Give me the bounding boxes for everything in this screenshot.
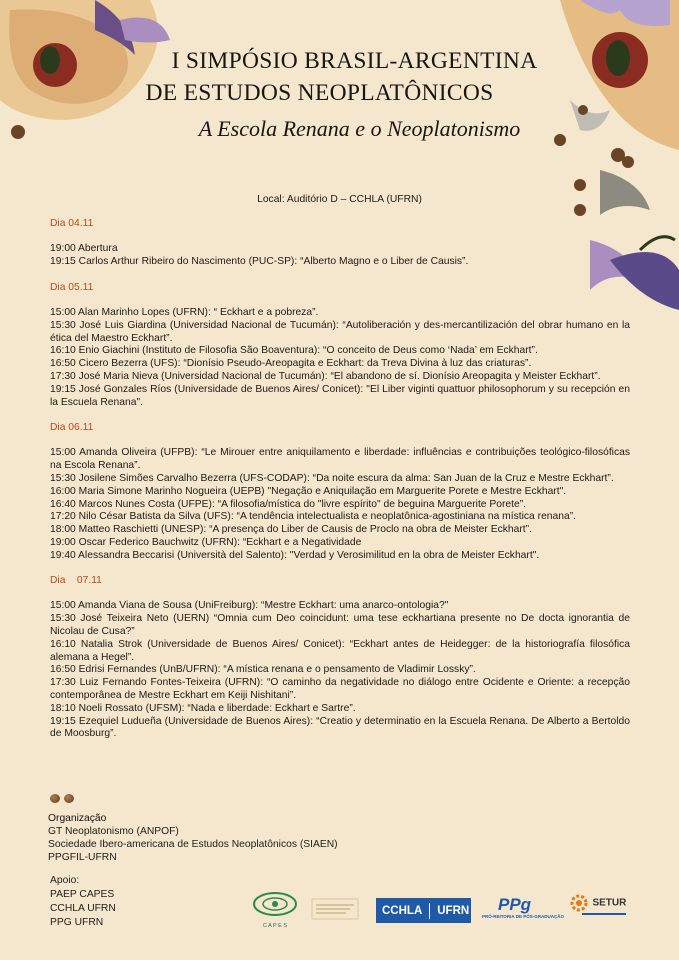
support-item: PPG UFRN [50, 917, 104, 928]
ppg-logo: PPg PRÓ-REITORIA DE PÓS-GRADUAÇÃO [482, 895, 565, 919]
organization-block [48, 812, 338, 864]
support-heading: Apoio: [50, 875, 80, 886]
schedule-entry: 15:00 Amanda Viana de Sousa (UniFreiburg): “Mestre Eckhart: uma anarco-ontologia?" [50, 600, 449, 612]
schedule-entry: 19:00 Oscar Federico Bauchwitz (UFRN): “Eckhart e a Negatividade [50, 536, 362, 548]
schedule-entry: 19:15 Ezequiel Ludueña (Universidade de Buenos Aires): “Creatio y determinatio en la Escuela Renana. De Alberto a Bertoldo de Moosburg”. [50, 715, 630, 740]
cchla-ufrn-logo: CCHLA UFRN [376, 898, 471, 923]
schedule-entry: 18:00 Matteo Raschietti (UNESP): “A presença do Liber de Causis de Proclo na obra de Meister Eckhart”. [50, 524, 532, 536]
program-schedule [50, 218, 630, 741]
schedule-entry: 15:30 Josilene Simões Carvalho Bezerra (UFS-CODAP): “Da noite escura da alma: San Juan de la Cruz e Mestre Eckhart”. [50, 472, 614, 484]
organization-item: GT Neoplatonismo (ANPOF) [48, 826, 179, 837]
organization-heading: Organização [48, 813, 107, 824]
support-item: PAEP CAPES [50, 889, 115, 900]
venue-location: Local: Auditório D – CCHLA (UFRN) [257, 194, 422, 205]
title-line-2: DE ESTUDOS NEOPLATÔNICOS [145, 79, 494, 106]
schedule-entry: 18:10 Noeli Rossato (UFSM): “Nada e liberdade: Eckhart e Sartre”. [50, 702, 356, 714]
schedule-entry: 19:00 Abertura [50, 243, 118, 255]
schedule-entry: 16:50 Edrisi Fernandes (UnB/UFRN): “A mística renana e o pensamento de Vladimir Lossky”. [50, 664, 476, 676]
siaen-logo [310, 895, 360, 923]
schedule-entry: 15:00 Amanda Oliveira (UFPB): “Le Mirouer entre aniquilamento e liberdade: influências e contribuições teológico-filosóficas na Escola Renana”. [50, 447, 630, 472]
schedule-entry: 17:30 Luiz Fernando Fontes-Teixeira (UFRN): “O caminho da negatividade no diálogo entre Ocidente e Oriente: a recepção contemporânea de Mestre Eckhart em Keiji Nishitani”. [50, 677, 630, 702]
organization-item: PPGFIL-UFRN [48, 852, 117, 863]
title-line-1: I SIMPÓSIO BRASIL-ARGENTINA [171, 48, 538, 74]
day-label: Dia 06.11 [50, 421, 94, 433]
schedule-entry: 19:15 Carlos Arthur Ribeiro do Nascimento (PUC-SP): “Alberto Magno e o Liber de Causis”. [50, 256, 469, 268]
schedule-entry: 15:00 Alan Marinho Lopes (UFRN): “ Eckhart e a pobreza”. [50, 306, 319, 318]
schedule-entry: 19:15 José Gonzales Ríos (Universidade de Buenos Aires/ Conicet): "El Liber viginti quattuor philosophorum y su recepción en la Escuela Renana". [50, 383, 630, 408]
schedule-entry: 16:10 Natalia Strok (Universidade de Buenos Aires/ Conicet): “Eckhart antes de Heidegger: de la historiografía filosófica alemana a Hegel”. [50, 638, 630, 663]
capes-logo: C A P E S [250, 890, 300, 930]
schedule-entry: 16:00 Maria Simone Marinho Nogueira (UEPB) "Negação e Aniquilação em Marguerite Porete e Mestre Eckhart". [50, 485, 567, 497]
setur-logo: SETUR [570, 894, 628, 922]
schedule-entry: 15:30 José Luis Giardina (Universidad Nacional de Tucumán): “Autoliberación y des-mercantilización del obrar humano en la ética del Maestro Eckhart”. [50, 319, 630, 344]
schedule-entry: 16:40 Marcos Nunes Costa (UFPE): “A filosofia/mística do "livre espírito" de beguina Marguerite Porete”. [50, 498, 527, 510]
schedule-entry: 19:40 Alessandra Beccarisi (Università del Salento): "Verdad y Verosimilitud en la obra de Meister Eckhart". [50, 549, 540, 561]
schedule-entry: 15:30 José Teixeira Neto (UERN) “Omnia cum Deo coincidunt: uma tese eckhartiana presente no De docta ignorantia de Nicolau de Cusa?” [50, 613, 630, 638]
day-label: Dia 04.11 [50, 218, 94, 229]
support-item: CCHLA UFRN [50, 903, 116, 914]
day-label: Dia 05.11 [50, 281, 94, 293]
schedule-entry: 16:10 Enio Giachini (Instituto de Filosofia São Boaventura): “O conceito de Deus como ‘Nada’ em Eckhart”. [50, 345, 538, 357]
subtitle: A Escola Renana e o Neoplatonismo [198, 115, 521, 141]
schedule-entry: 17:30 José Maria Nieva (Universidad Nacional de Tucumán): “El abandono de sí. Dionísio Areopagita y Meister Eckhart”. [50, 370, 601, 382]
schedule-entry: 17:20 Nilo César Batista da Silva (UFS): “A tendência intelectualista e neoplatônica-agostiniana na mística renana”. [50, 511, 577, 523]
seed-ornament [50, 790, 78, 808]
day-label: Dia 07.11 [50, 575, 102, 587]
schedule-entry: 16:50 Cicero Bezerra (UFS): “Dionísio Pseudo-Areopagita e Eckhart: da Treva Divina à luz das criaturas”. [50, 358, 532, 370]
organization-item: Sociedade Ibero-americana de Estudos Neoplatônicos (SIAEN) [48, 839, 338, 850]
support-block [50, 874, 116, 930]
